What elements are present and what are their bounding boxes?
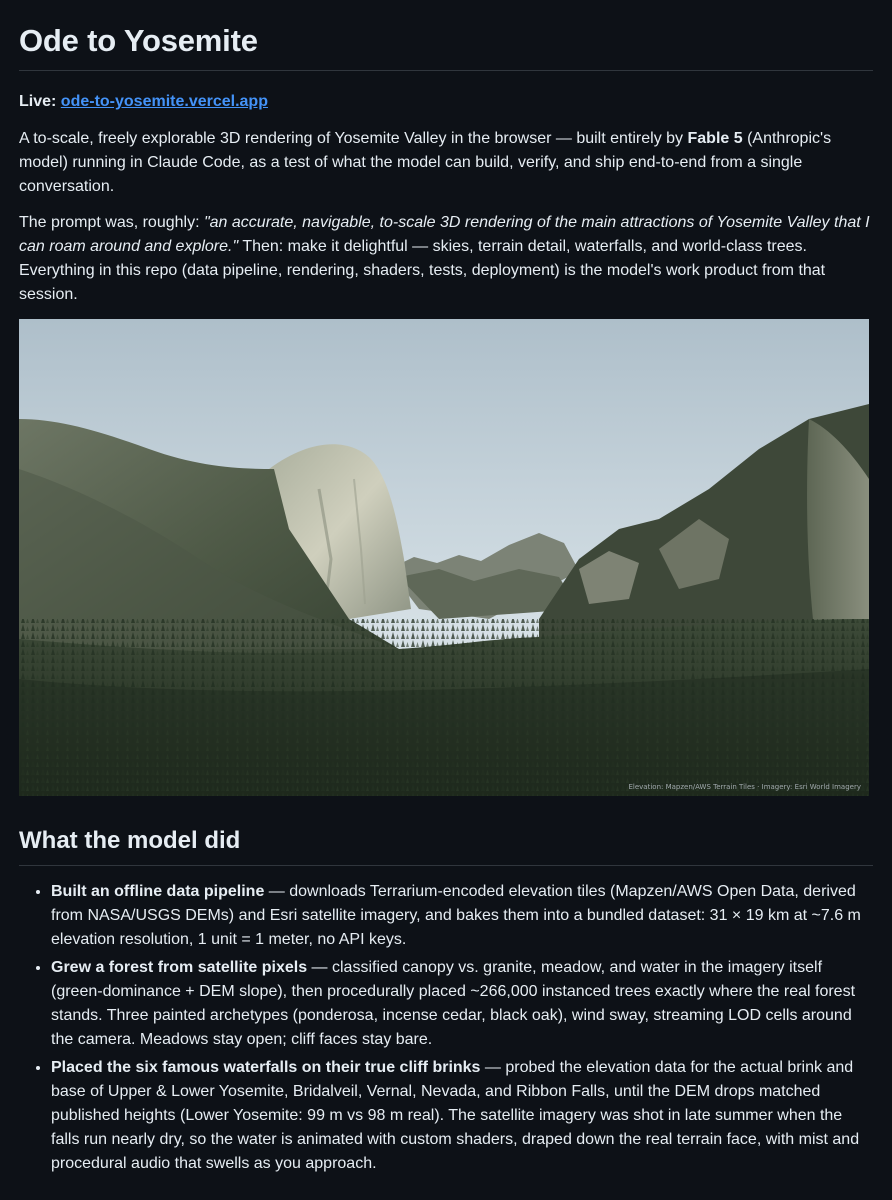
prompt-text-before: The prompt was, roughly: [19, 214, 204, 231]
intro-paragraph [19, 127, 873, 199]
list-item [51, 880, 873, 952]
list-item-text: — classified canopy vs. granite, meadow, and water in the imagery itself (green-dominance + DEM slope), then procedurally placed ~266,000 instanced trees exactly where the real forest stands. Three painted archetypes (ponderosa, incense cedar, black oak), wind sway, streaming LOD cells around the camera. Meadows stay open; cliff faces stay bare. [51, 959, 856, 1048]
prompt-text-after: Then: make it delightful — skies, terrain detail, waterfalls, and world-class trees. Everything in this repo (data pipeline, rendering, shaders, tests, deployment) is the model's work product from that session. [19, 238, 826, 303]
list-item [51, 956, 873, 1052]
live-link-line [19, 90, 873, 114]
intro-text-after: (Anthropic's model) running in Claude Code, as a test of what the model can build, verify, and ship end-to-end from a single conversation. [19, 130, 832, 195]
yosemite-valley-render-image [19, 319, 869, 796]
live-label: Live: [19, 93, 57, 110]
valley-scene-illustration [19, 319, 869, 796]
intro-text-before: A to-scale, freely explorable 3D rendering of Yosemite Valley in the browser — built entirely by [19, 130, 688, 147]
prompt-quote: "an accurate, navigable, to-scale 3D rendering of the main attractions of Yosemite Valley that I can roam around and explore." [19, 214, 870, 255]
prompt-paragraph [19, 211, 873, 307]
intro-model-name: Fable 5 [687, 130, 743, 147]
section-heading: What the model did [19, 826, 873, 866]
section-what-model-did [19, 826, 873, 1176]
list-item-title: Built an offline data pipeline [51, 883, 265, 900]
list-item-text: — downloads Terrarium-encoded elevation tiles (Mapzen/AWS Open Data, derived from NASA/USGS DEMs) and Esri satellite imagery, and bakes them into a bundled dataset: 31 × 19 km at ~7.6 m elevation resolution, 1 unit = 1 meter, no API keys. [51, 883, 861, 948]
list-item-title: Placed the six famous waterfalls on their true cliff brinks [51, 1059, 481, 1076]
list-item [51, 1056, 873, 1176]
page-title: Ode to Yosemite [19, 0, 873, 71]
list-item-title: Grew a forest from satellite pixels [51, 959, 308, 976]
live-site-link[interactable]: ode-to-yosemite.vercel.app [60, 93, 268, 110]
image-attribution: Elevation: Mapzen/AWS Terrain Tiles · Imagery: Esri World Imagery [628, 783, 861, 791]
list-item-text: — probed the elevation data for the actual brink and base of Upper & Lower Yosemite, Bridalveil, Vernal, Nevada, and Ribbon Falls, until the DEM drops matched published heights (Lower Yosemite: 99 m vs 98 m real). The satellite imagery was shot in late summer when the falls run nearly dry, so the water is animated with custom shaders, draped down the real terrain face, with mist and procedural audio that swells as you approach. [51, 1059, 860, 1172]
accomplishments-list [19, 880, 873, 1176]
